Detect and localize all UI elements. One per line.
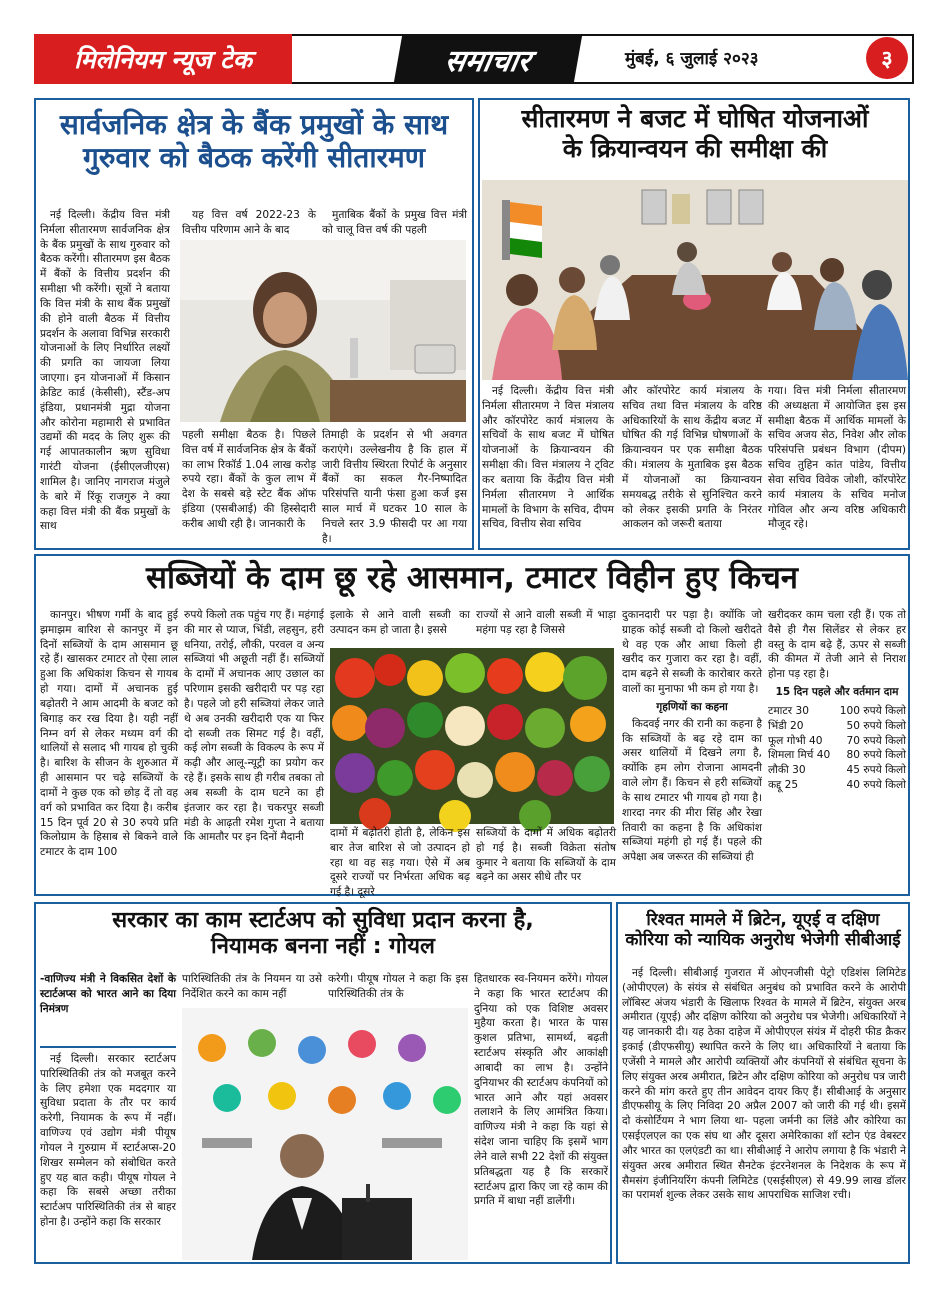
story5-headline [620,910,906,950]
price-item: टमाटर 30 [768,704,809,717]
minister-at-desk-image [180,240,466,422]
story1-headline-line1: सार्वजनिक क्षेत्र के बैंक प्रमुखों के साथ [59,108,449,141]
story3-col5-text: दुकानदारी पर पड़ा है। क्योंकि जो ग्राहक कोई सब्जी दो किलो खरीदते थे वह एक और आधा किलो ही खरीद कर गुजारा कर रहा है। वहीं, दाम बढ़ने से सब्जी के कारोबार करते वालों का मुनाफा भी कम हो गया है। [622,609,762,696]
story3-col3-top-text: इलाके से आने वाली सब्जी का उत्पादन कम हो जाता है। इससे [330,609,470,636]
story3-col3-bottom [330,826,470,899]
price-current: 50 रुपये किलो [846,719,906,732]
story4-headline-line1: सरकार का काम स्टार्टअप को सुविधा प्रदान करना है, [112,908,534,933]
story4-col1-text: नई दिल्ली। सरकार स्टार्टअप पारिस्थितिकी तंत्र को मजबूत करने के लिए हमेशा एक मददगार या सुविधा प्रदाता के तौर पर कार्य करेगी, नियामक के रूप में नहीं। वाणिज्य एवं उद्योग मंत्री पीयूष गोयल ने गुरुग्राम में स्टार्टअप्स-20 शिखर सम्मेलन को संबोधित करते हुए यह बात कही। पीयूष गोयल ने कहा कि सबसे अच्छा तरीका स्टार्टअप पारिस्थितिकी तंत्र से बाहर होना है। उन्होंने कहा कि सरकार [40,1053,176,1229]
story3-headline: सब्जियों के दाम छू रहे आसमान, टमाटर विहीन हुए किचन [146,560,798,596]
pullquote-divider [40,1046,176,1048]
story2-col2 [622,384,762,546]
story1-photo-minister [180,240,466,422]
price-item: भिंडी 20 [768,719,804,732]
story3-col6-text: खरीदकर काम चला रही हैं। एक तो वैसे ही गैस सिलेंडर से लेकर हर वस्तु के दाम बढ़े हैं, ऊपर से सब्जी की कीमत में तेजी आने से निराश होना पड़ रहा है। [768,609,906,681]
story2-headline-line2: के क्रियान्वयन की समीक्षा की [562,133,828,163]
story4-photo-goyal [182,1008,468,1260]
story3-col4-top-text: राज्यों से आने वाली सब्जी में भाड़ा महंगा पड़ रहा है जिससे [476,609,616,636]
story5-body-text: नई दिल्ली। सीबीआई गुजरात में ओएनजीसी पेट्रो एडिशंस लिमिटेड (ओपीएएल) के संयंत्र से संबंधित अनुबंध को प्रभावित करने के आरोपी लॉबिस्ट अंजय भंडारी के खिलाफ रिश्वत के मामले में ब्रिटेन, संयुक्त अरब अमीरात (यूएई) और दक्षिण कोरिया को अनुरोध पत्र भेजेगी। अधिकारियों ने यह जानकारी दी। यह ठेका दाहेज में ओपीएएल संयंत्र में दोहरी फीड क्रैकर इकाई (डीएफसीयू) स्थापित करने के लिए था। अधिकारियों ने बताया कि एजेंसी ने मामले और आरोपी व्यक्तियों और कंपनियों से संबंधित सूचना के लिए संयुक्त अरब अमीरात, ब्रिटेन और दक्षिण कोरिया को अनुरोध पत्र जारी करने की मांग करते हुए तीन आवेदन दायर किए हैं। सीबीआई के अनुसार डीएफसीयू के लिए निविदा 20 अप्रैल 2007 को जारी की गई थी। इसमें दो कंसोर्टियम ने भाग लिया था- पहला जर्मनी का लिंडे और कोरिया का एसईएलएल का एक संघ था और दूसरा अमेरिकाका शॉ स्टोन एंड वेबस्टर और भारत का एलएंडटी का था। सीबीआई ने आरोप लगाया है कि भंडारी ने संयुक्त अरब अमीरात स्थित सैनटेक इंटरनेशनल के निदेशक के रूप में सैमसंग इंजीनियरिंग कंपनी लिमिटेड (एसईसीएल) से 49.99 लाख डॉलर का परामर्श शुल्क लेकर उसके साथ आपराधिक साजिश रची। [622,967,906,1202]
price-item: फूल गोभी 40 [768,734,823,747]
price-current: 100 रुपये किलो [839,704,906,717]
story2-col1 [482,384,614,546]
story3-col2 [184,608,324,892]
story3-col1-text: कानपुर। भीषण गर्मी के बाद हुई झमाझम बारिश से कानपुर में इन दिनों सब्जियों के दाम आसमान छू रहे हैं। खासकर टमाटर तो ऐसा लाल हुआ कि अधिकांश किचन से गायब हो गया। दामों में अचानक हुई बढ़ोतरी ने आम आदमी के बजट को बिगाड़ कर रख दिया है। यही नहीं निम्न वर्ग से लेकर मध्यम वर्ग की थालियों से सलाद भी गायब हो चुकी है। बारिश के सीजन के शुरुआत में ही आसमान पर चढ़े सब्जियों के दामों ने कुछ एक को छोड़ दें तो वह वर्ग को प्रभावित कर दिया है। करीब 15 दिन पूर्व 20 से 30 रुपये प्रति किलोग्राम के हिसाब से बिकने वाले टमाटर के दाम 100 [40,609,178,859]
price-list [768,704,906,793]
price-current: 80 रुपये किलो [846,749,906,762]
story3-photo-vegetables [330,648,614,824]
story4-pullquote-text: -वाणिज्य मंत्री ने विकसित देशों के स्टार्टअप्स को भारत आने का दिया निमंत्रण [40,973,176,1015]
story2-col3 [768,384,906,546]
goyal-speaking-image [182,1008,468,1260]
price-row [768,734,906,749]
story4-col2-top [182,972,322,1004]
price-row [768,763,906,778]
price-row [768,778,906,793]
price-current: 45 रुपये किलो [846,764,906,777]
story3-col6 [768,608,906,892]
story3-col3-top [330,608,470,642]
story1-col3-bottom [322,428,467,546]
story1-col3-bottom-text: तिमाही के प्रदर्शन से भी अवगत कराएंगे। उल्लेखनीय है कि हाल में जारी वित्तीय स्थिरता रिपोर्ट के अनुसार बैंकों का सकल गैर-निष्पादित परिसंपत्ति यानी फंसा हुआ कर्ज इस साल मार्च में घटकर 10 साल के निचले स्तर 3.9 फीसदी पर आ गया है। [322,429,467,545]
story1-col2-top-text: यह वित्त वर्ष 2022-23 के वित्तीय परिणाम आने के बाद [182,209,316,236]
story3-col2-text: रुपये किलो तक पहुंच गए हैं। महंगाई की मार से प्याज, भिंडी, लहसुन, हरी धनिया, तरोई, लौकी, परवल व अन्य सब्जियां भी अछूती नहीं हैं। सब्जियों के दामों में अचानक आए उछाल का परिणाम इसकी खरीदारी पर पड़ रहा है। पहले जो हरी सब्जियां लेकर जाते थे अब उनकी खरीदारी एक या फिर दो सब्जी तक सिमट गई है। वहीं, कई लोग सब्जी के विकल्प के रूप में कढ़ी और आलू-न्यूट्री का प्रयोग कर रहे हैं। इसके साथ ही गरीब तबका तो अब सब्जी के दाम घटने का ही इंतजार कर रहा है। चकरपुर सब्जी मंडी के आढ़ती रमेश गुप्ता ने बताया कि आमतौर पर इन दिनों मैदानी [184,609,324,844]
story3-col4-bottom [476,826,616,892]
story4-col1 [40,1052,176,1260]
story2-headline [482,104,908,163]
price-item: लौकी 30 [768,764,806,777]
story3-col4-top [476,608,616,642]
story5-body [622,966,906,1260]
story1-col1 [40,208,170,546]
story1-col2-bottom [182,428,316,546]
section-label: समाचार [394,34,583,84]
story2-headline-line1: सीतारमण ने बजट में घोषित योजनाओं [521,104,869,133]
story4-headline [38,908,608,960]
story4-col2-top-text: पारिस्थितिकी तंत्र के नियमन या उसे निर्देशित करने का काम नहीं [182,973,322,1000]
story4-col4-text: हितधारक स्व-नियमन करेंगे। गोयल ने कहा कि भारत स्टार्टअप की दुनिया को एक विशिष्ट अवसर मुहैया करता है। भारत के पास कुशल प्रतिभा, सामर्थ्य, बढ़ती स्टार्टअप संस्कृति और आकांक्षी आबादी का लाभ है। उन्होंने दुनियाभर की स्टार्टअप कंपनियों को भारत आने और यहां अवसर तलाशने के लिए आमंत्रित किया। वाणिज्य मंत्री ने कहा कि यहां से संदेश जाना चाहिए कि इसमें भाग लेने वाले सभी 22 देशों की संयुक्त प्रतिबद्धता यह है कि सरकारें स्टार्टअप द्वारा किए जा रहे काम की प्रगति में बाधा नहीं डालेंगी। [474,973,608,1208]
price-row [768,748,906,763]
price-heading: 15 दिन पहले और वर्तमान दाम [775,686,899,699]
story1-col2-bottom-text: पहली समीक्षा बैठक है। पिछले वित्त वर्ष में सार्वजनिक क्षेत्र के बैंकों का लाभ रिकॉर्ड 1.04 लाख करोड़ रुपये रहा। बैंकों के कुल लाभ में देश के सबसे बड़े स्टेट बैंक ऑफ इंडिया (एसबीआई) की हिस्सेदारी करीब आधी रही है। जानकारी के [182,429,316,530]
story3-col5 [622,608,762,892]
story4-pullquote [40,972,176,1042]
story2-photo-meeting [482,180,908,380]
page-number: ३ [866,37,908,79]
vegetables-image [330,648,614,824]
story1-headline [38,108,470,174]
story4-headline-line2: नियामक बनना नहीं : गोयल [211,933,435,959]
story2-col2-text: और कॉरपोरेट कार्य मंत्रालय के सचिव तथा वित्त मंत्रालय के वरिष्ठ अधिकारियों के साथ केंद्रीय बजट में घोषित की गई विभिन्न घोषणाओं के क्रियान्वयन पर एक समीक्षा बैठक की। मंत्रालय के मुताबिक इस बैठक में योजनाओं का क्रियान्वयन समयबद्ध तरीके से सुनिश्चित करने को लेकर इसकी प्रगति के निरंतर आकलन को जरूरी बताया [622,385,762,531]
story2-col1-text: नई दिल्ली। केंद्रीय वित्त मंत्री निर्मला सीतारमण ने वित्त मंत्रालय और कॉरपोरेट कार्य मंत्रालय के सचिवों के साथ बजट में घोषित योजनाओं के क्रियान्वयन की समीक्षा की। वित्त मंत्रालय ने ट्विट कर बताया कि केंद्रीय वित्त मंत्री निर्मला सीतारमण ने आर्थिक मामलों के विभाग के सचिव, दीपम सचिव, वित्तीय सेवा सचिव [482,385,614,531]
price-current: 70 रुपये किलो [846,734,906,747]
dateline: मुंबई, ६ जुलाई २०२३ [625,49,759,69]
price-current: 40 रुपये किलो [846,779,906,792]
story3-col3-bottom-text: दामों में बढ़ोतरी होती है, लेकिन इस बार तेज बारिश से जो उत्पादन हो रहा था वह सड़ गया। ऐसे में अब दूसरे राज्यों पर निर्भरता अधिक बढ़ गई है। दूसरे [330,827,470,899]
price-item: कद्दू 25 [768,779,799,792]
story1-col3-top [322,208,467,238]
story5-headline-line1: रिश्वत मामले में ब्रिटेन, यूएई व दक्षिण [646,910,880,930]
story1-headline-line2: गुरुवार को बैठक करेंगी सीतारमण [82,141,426,175]
story1-col3-top-text: मुताबिक बैंकों के प्रमुख वित्त मंत्री को चालू वित्त वर्ष की पहली [322,209,467,236]
story4-col4 [474,972,608,1260]
brand-logo: मिलेनियम न्यूज टेक [34,34,292,84]
story1-col1-text: नई दिल्ली। केंद्रीय वित्त मंत्री निर्मला सीतारमण सार्वजनिक क्षेत्र के बैंक प्रमुखों के साथ गुरुवार को बैठक करेंगी। सीतारमण इस बैठक में बैंकों के वित्तीय प्रदर्शन की समीक्षा भी करेंगी। सूत्रों ने बताया कि वित्त मंत्री के साथ बैंक प्रमुखों की होने वाली बैठक में वित्तीय प्रदर्शन के अलावा विभिन्न सरकारी योजनाओं के लिए निर्धारित लक्ष्यों की प्रगति का जायजा लिया जाएगा। इन योजनाओं में किसान क्रेडिट कार्ड (केसीसी), स्टैंड-अप इंडिया, प्रधानमंत्री मुद्रा योजना और कोरोना महामारी से प्रभावित उद्यमों की मदद के लिए शुरू की गई आपातकालीन ऋण सुविधा गारंटी योजना (ईसीएलजीएस) शामिल है। जानिए नागराज मंजुले के बारे में रिंकू राजगुरु ने क्या कहा वित्त मंत्री की बैंक प्रमुखों के साथ [40,209,170,533]
price-row [768,719,906,734]
story5-headline-line2: कोरिया को न्यायिक अनुरोध भेजेगी सीबीआई [625,930,901,951]
price-item: शिमला मिर्च 40 [768,749,831,762]
story3-col4-bottom-text: सब्जियों के दामों में अधिक बढ़ोतरी हो गई है। सब्जी विक्रेता संतोष कुमार ने बताया कि सब्जियों के दाम बढ़ने का असर सीधे तौर पर [476,827,616,884]
story3-col1 [40,608,178,892]
story3-subhead: गृहणियों का कहना [656,700,728,713]
price-row [768,704,906,719]
story4-col3-top [328,972,468,1004]
story3-col5-more-text: किदवई नगर की रानी का कहना है कि सब्जियों के बढ़ रहे दाम का असर थालियों में दिखने लगा है, क्योंकि हम लोग रोजाना आमदनी वाले लोग हैं। किचन से हरी सब्जियों के साथ टमाटर भी गायब हो गया है। शारदा नगर की मीरा सिंह और रेखा तिवारी का कहना है कि अधिकांश सब्जियां महंगी हो गई हैं। पहले की अपेक्षा अब जरूरत की सब्जियां ही [622,717,762,864]
story2-col3-text: गया। वित्त मंत्री निर्मला सीतारमण की अध्यक्षता में आयोजित इस इस समीक्षा बैठक में आर्थिक मामलों के सचिव अजय सेठ, निवेश और लोक परिसंपत्ति प्रबंधन विभाग (दीपम) सचिव तुहिन कांत पांडेय, वित्तीय सेवा सचिव विवेक जोशी, कॉरपोरेट कार्य मंत्रालय के सचिव मनोज गोविल और अन्य वरिष्ठ अधिकारी मौजूद रहे। [768,385,906,531]
story1-col2-top [182,208,316,238]
story4-col3-top-text: करेगी। पीयूष गोयल ने कहा कि इस पारिस्थितिकी तंत्र के [328,973,468,1000]
review-meeting-image [482,180,908,380]
